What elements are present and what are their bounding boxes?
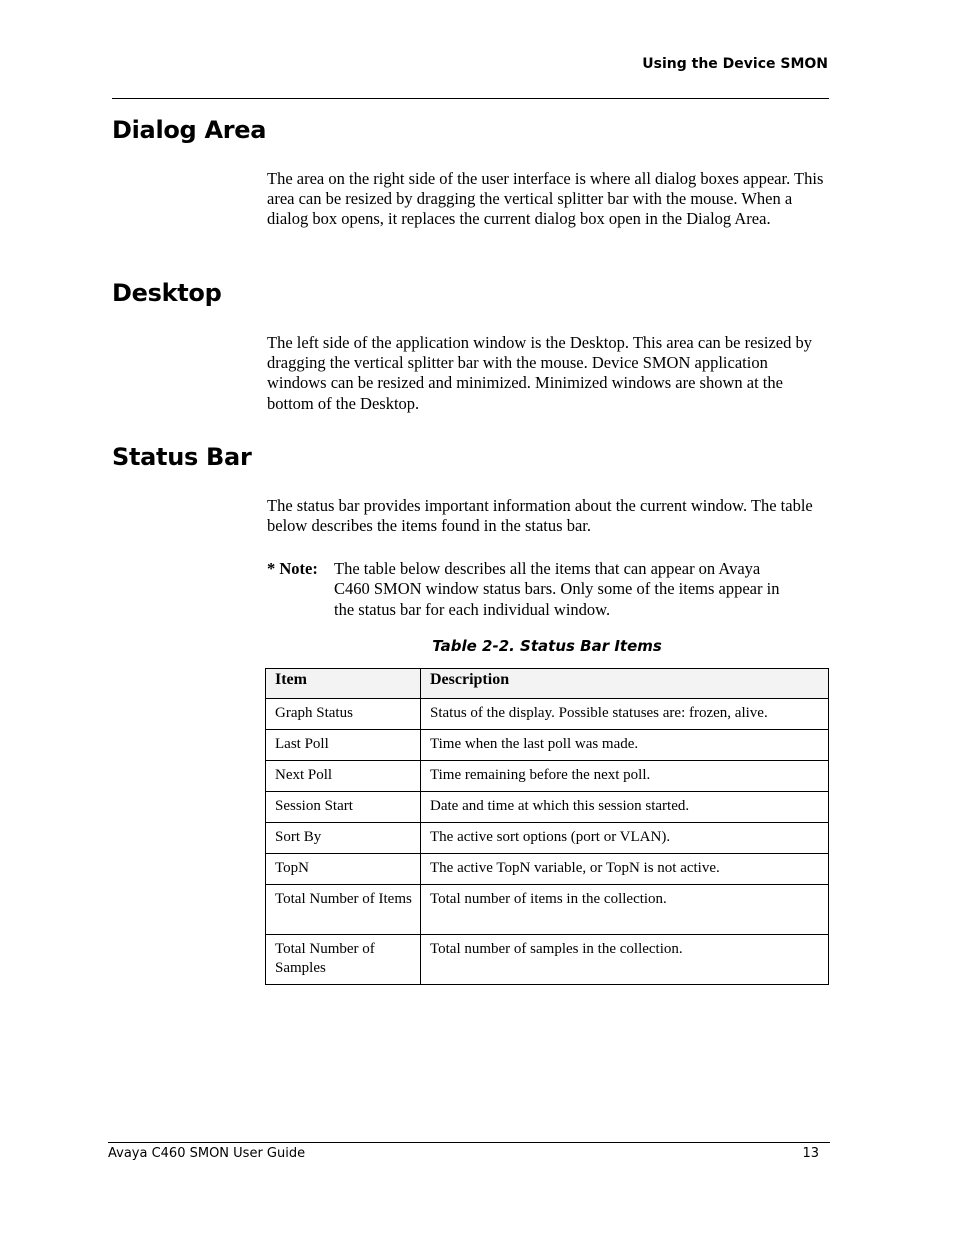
table-row <box>266 792 829 823</box>
table-row <box>266 730 829 761</box>
footer-guide-title: Avaya C460 SMON User Guide <box>108 1146 306 1161</box>
description-cell: The active sort options (port or VLAN). <box>421 823 829 854</box>
running-header: Using the Device SMON <box>642 56 828 72</box>
item-cell: TopN <box>266 854 421 885</box>
footer-rule <box>108 1142 830 1143</box>
table-header-row <box>266 669 829 699</box>
paragraph-status-bar: The status bar provides important information about the current window. The table below describes the items found in the status bar. <box>267 496 813 536</box>
item-cell: Total Number of Items <box>266 885 421 935</box>
item-cell: Total Number of Samples <box>266 935 421 985</box>
table-caption: Table 2-2. Status Bar Items <box>432 637 662 655</box>
column-header-description: Description <box>421 669 829 699</box>
paragraph-desktop: The left side of the application window is the Desktop. This area can be resized by dragging the vertical splitter bar with the mouse. Device SMON application windows can be resized and minimized. Minimized windows are shown at the bottom of the Desktop. <box>267 333 812 413</box>
note-text: The table below describes all the items that can appear on Avaya C460 SMON window status bars. Only some of the items appear in the status bar for each individual window. <box>334 559 780 619</box>
description-cell: Time remaining before the next poll. <box>421 761 829 792</box>
table-row <box>266 761 829 792</box>
status-bar-items-table <box>265 668 829 985</box>
table-row <box>266 823 829 854</box>
table-row <box>266 885 829 935</box>
table-row <box>266 854 829 885</box>
description-cell: Total number of items in the collection. <box>421 885 829 935</box>
table-row <box>266 699 829 730</box>
column-header-item: Item <box>266 669 421 699</box>
description-cell: The active TopN variable, or TopN is not active. <box>421 854 829 885</box>
description-cell: Date and time at which this session started. <box>421 792 829 823</box>
description-cell: Total number of samples in the collection. <box>421 935 829 985</box>
item-cell: Session Start <box>266 792 421 823</box>
item-cell: Graph Status <box>266 699 421 730</box>
description-cell: Time when the last poll was made. <box>421 730 829 761</box>
item-cell: Sort By <box>266 823 421 854</box>
description-cell: Status of the display. Possible statuses are: frozen, alive. <box>421 699 829 730</box>
item-cell: Last Poll <box>266 730 421 761</box>
header-rule <box>112 98 829 99</box>
table-row <box>266 935 829 985</box>
paragraph-dialog-area: The area on the right side of the user interface is where all dialog boxes appear. This area can be resized by dragging the vertical splitter bar with the mouse. When a dialog box opens, it replaces the current dialog box open in the Dialog Area. <box>267 169 824 229</box>
note-label: * Note: <box>267 559 318 578</box>
page-number: 13 <box>802 1146 819 1161</box>
item-cell: Next Poll <box>266 761 421 792</box>
heading-status-bar: Status Bar <box>112 443 252 471</box>
heading-dialog-area: Dialog Area <box>112 116 267 144</box>
note <box>267 559 787 620</box>
heading-desktop: Desktop <box>112 279 222 307</box>
